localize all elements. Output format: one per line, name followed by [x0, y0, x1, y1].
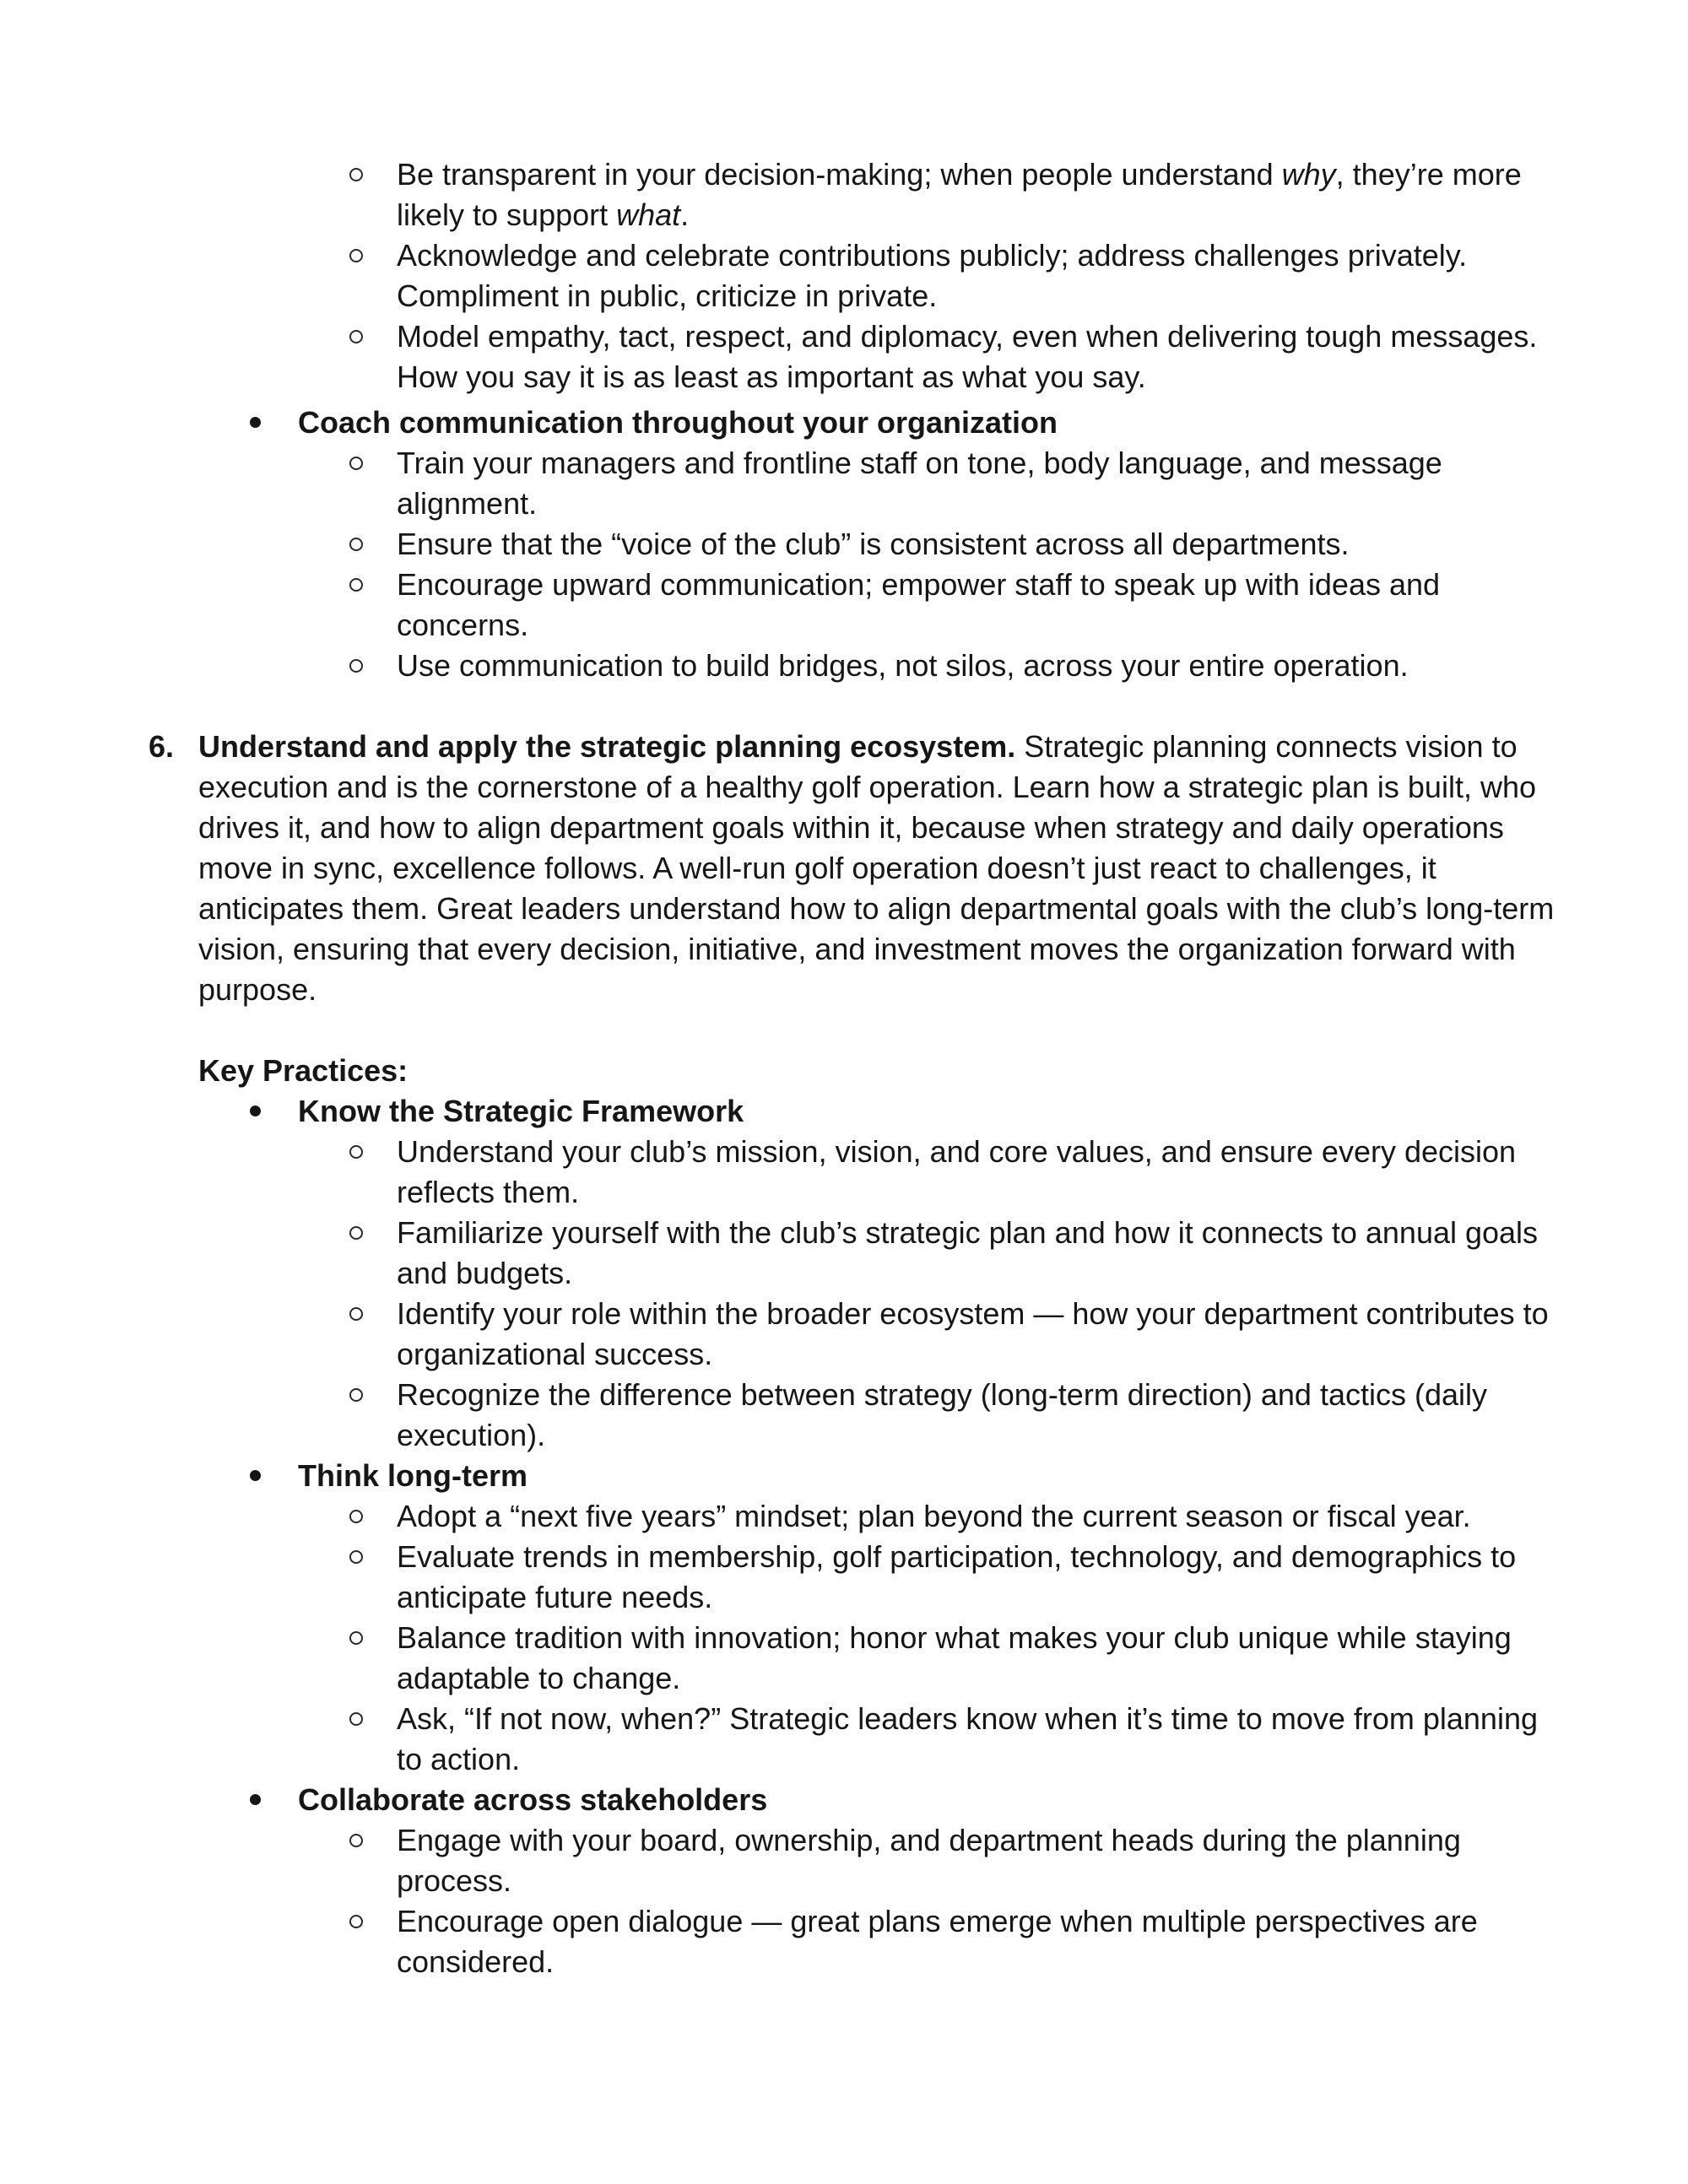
- text-run: , they’re more likely to support: [397, 157, 1522, 232]
- bullet-heading: Think long-term: [298, 1458, 528, 1493]
- sub-bullet-item: [0, 646, 1570, 686]
- sub-bullet-text: Train your managers and frontline staff on tone, body language, and message alignment.: [397, 446, 1442, 521]
- circle-bullet-icon: [349, 1834, 363, 1847]
- circle-bullet-icon: [349, 1307, 363, 1321]
- sub-bullet-item: [0, 154, 1570, 235]
- sub-bullet-item: [0, 1496, 1570, 1537]
- sub-bullet-text: Model empathy, tact, respect, and diplomacy, even when delivering tough messages. How you say it is as least as important as what you say.: [397, 319, 1538, 394]
- numbered-item: [0, 727, 1570, 1010]
- sub-bullet-item: [0, 1132, 1570, 1213]
- sub-bullet-text: [397, 157, 1522, 232]
- sub-bullet-text: Evaluate trends in membership, golf participation, technology, and demographics to anticipate future needs.: [397, 1539, 1517, 1614]
- circle-bullet-icon: [349, 1712, 363, 1726]
- key-practices-heading: Key Practices:: [198, 1053, 408, 1088]
- circle-bullet-icon: [349, 1510, 363, 1523]
- numbered-item-heading: Understand and apply the strategic planning ecosystem.: [198, 729, 1016, 764]
- circle-bullet-icon: [349, 578, 363, 592]
- sub-bullet-text: Ask, “If not now, when?” Strategic leaders know when it’s time to move from planning to action.: [397, 1701, 1538, 1776]
- sub-bullet-item: [0, 1901, 1570, 1982]
- circle-bullet-icon: [349, 659, 363, 673]
- text-run: Be transparent in your decision-making; when people understand: [397, 157, 1282, 192]
- sub-bullet-text: Ensure that the “voice of the club” is consistent across all departments.: [397, 527, 1350, 561]
- text-run-italic: what: [616, 197, 681, 232]
- list-number: 6.: [149, 729, 175, 764]
- bullet-icon: [250, 1470, 261, 1481]
- sub-bullet-text: Acknowledge and celebrate contributions publicly; address challenges privately. Compliment in public, criticize in private.: [397, 238, 1468, 313]
- sub-bullet-text: Identify your role within the broader ecosystem — how your department contributes to organizational success.: [397, 1296, 1549, 1371]
- bullet-item: [0, 1780, 1570, 1820]
- sub-bullet-item: [0, 1213, 1570, 1294]
- circle-bullet-icon: [349, 168, 363, 181]
- bullet-heading: Know the Strategic Framework: [298, 1094, 744, 1128]
- circle-bullet-icon: [349, 1631, 363, 1645]
- text-run-italic: why: [1281, 157, 1336, 192]
- sub-bullet-text: Encourage open dialogue — great plans emerge when multiple perspectives are considered.: [397, 1904, 1478, 1979]
- sub-bullet-text: Balance tradition with innovation; honor what makes your club unique while staying adaptable to change.: [397, 1620, 1512, 1695]
- bullet-item: [0, 403, 1570, 443]
- circle-bullet-icon: [349, 249, 363, 262]
- sub-bullet-text: Engage with your board, ownership, and department heads during the planning process.: [397, 1823, 1461, 1898]
- circle-bullet-icon: [349, 1226, 363, 1240]
- circle-bullet-icon: [349, 1145, 363, 1159]
- sub-bullet-text: Understand your club’s mission, vision, and core values, and ensure every decision reflects them.: [397, 1134, 1517, 1209]
- bullet-icon: [250, 1106, 261, 1116]
- sub-bullet-item: [0, 1820, 1570, 1901]
- sub-bullet-item: [0, 316, 1570, 397]
- circle-bullet-icon: [349, 457, 363, 470]
- sub-bullet-item: [0, 565, 1570, 646]
- bullet-icon: [250, 417, 261, 428]
- bullet-heading: Collaborate across stakeholders: [298, 1782, 768, 1817]
- sub-bullet-text: Adopt a “next five years” mindset; plan beyond the current season or fiscal year.: [397, 1499, 1471, 1533]
- sub-bullet-item: [0, 1618, 1570, 1699]
- bullet-icon: [250, 1794, 261, 1805]
- sub-bullet-item: [0, 524, 1570, 565]
- bullet-item: [0, 1091, 1570, 1132]
- sub-bullet-item: [0, 443, 1570, 524]
- sub-bullet-item: [0, 1375, 1570, 1456]
- numbered-item-body: Strategic planning connects vision to execution and is the cornerstone of a healthy golf operation. Learn how a strategic plan is built, who drives it, and how to align department goals within it, because when strategy and daily operations move in sync, excellence follows. A well-run golf operation doesn’t just react to challenges, it anticipates them. Great leaders understand how to align departmental goals with the club’s long-term vision, ensuring that every decision, initiative, and investment moves the organization forward with purpose.: [198, 729, 1555, 1007]
- sub-bullet-text: Encourage upward communication; empower staff to speak up with ideas and concerns.: [397, 567, 1441, 642]
- text-run: .: [680, 197, 690, 232]
- sub-bullet-item: [0, 235, 1570, 316]
- bullet-heading: Coach communication throughout your organization: [298, 405, 1058, 440]
- circle-bullet-icon: [349, 1915, 363, 1928]
- sub-bullet-text: Recognize the difference between strategy (long-term direction) and tactics (daily execution).: [397, 1377, 1487, 1452]
- sub-bullet-item: [0, 1294, 1570, 1375]
- circle-bullet-icon: [349, 1550, 363, 1564]
- sub-bullet-text: Use communication to build bridges, not silos, across your entire operation.: [397, 648, 1409, 683]
- circle-bullet-icon: [349, 330, 363, 343]
- sub-bullet-text: Familiarize yourself with the club’s strategic plan and how it connects to annual goals and budgets.: [397, 1215, 1539, 1290]
- circle-bullet-icon: [349, 538, 363, 551]
- circle-bullet-icon: [349, 1388, 363, 1402]
- sub-bullet-item: [0, 1699, 1570, 1780]
- bullet-item: [0, 1456, 1570, 1496]
- sub-bullet-item: [0, 1537, 1570, 1618]
